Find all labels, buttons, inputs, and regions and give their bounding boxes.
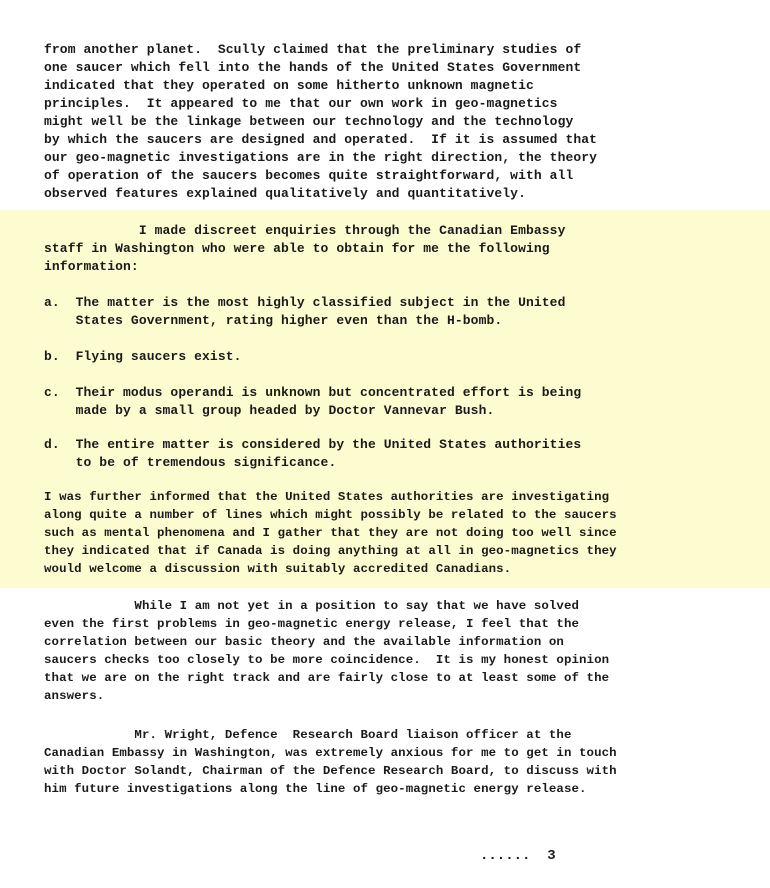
list-item-d: d. The entire matter is considered by the United States authorities to be of tremendous significance.	[44, 437, 582, 470]
further-info-paragraph: I was further informed that the United States authorities are investigating along quite a number of lines which might possibly be related to the saucers such as mental phenomena and I gather that they are not doing too well since they indicated that if Canada is doing anything at all in geo-magnetics they would welcome a discussion with suitably accredited Canadians.	[44, 490, 617, 576]
list-item-a: a. The matter is the most highly classified subject in the United States Government, rating higher even than the H-bomb.	[44, 295, 566, 328]
wright-paragraph: Mr. Wright, Defence Research Board liaison officer at the Canadian Embassy in Washington, was extremely anxious for me to get in touch with Doctor Solandt, Chairman of the Defence Research Board, to discuss with him future investigations along the line of geo-magnetic energy release.	[44, 728, 617, 796]
intro-paragraph: from another planet. Scully claimed that the preliminary studies of one saucer which fell into the hands of the United States Government indicated that they operated on some hitherto unknown magnetic principles. It appeared to me that our own work in geo-magnetics might well be the linkage between our technology and the technology by which the saucers are designed and operated. If it is assumed that our geo-magnetic investigations are in the right direction, the theory of operation of the saucers becomes quite straightforward, with all observed features explained qualitatively and quantitatively.	[44, 42, 598, 201]
list-item-b: b. Flying saucers exist.	[44, 349, 242, 364]
enquiries-paragraph: I made discreet enquiries through the Canadian Embassy staff in Washington who were able to obtain for me the following information:	[44, 223, 566, 274]
while-paragraph: While I am not yet in a position to say that we have solved even the first problems in geo-magnetic energy release, I feel that the correlation between our basic theory and the available information on saucers checks too closely to be more coincidence. It is my honest opinion that we are on the right track and are fairly close to at least some of the answers.	[44, 599, 610, 703]
page-number: ...... 3	[480, 848, 556, 864]
list-item-c: c. Their modus operandi is unknown but concentrated effort is being made by a small group headed by Doctor Vannevar Bush.	[44, 385, 582, 418]
